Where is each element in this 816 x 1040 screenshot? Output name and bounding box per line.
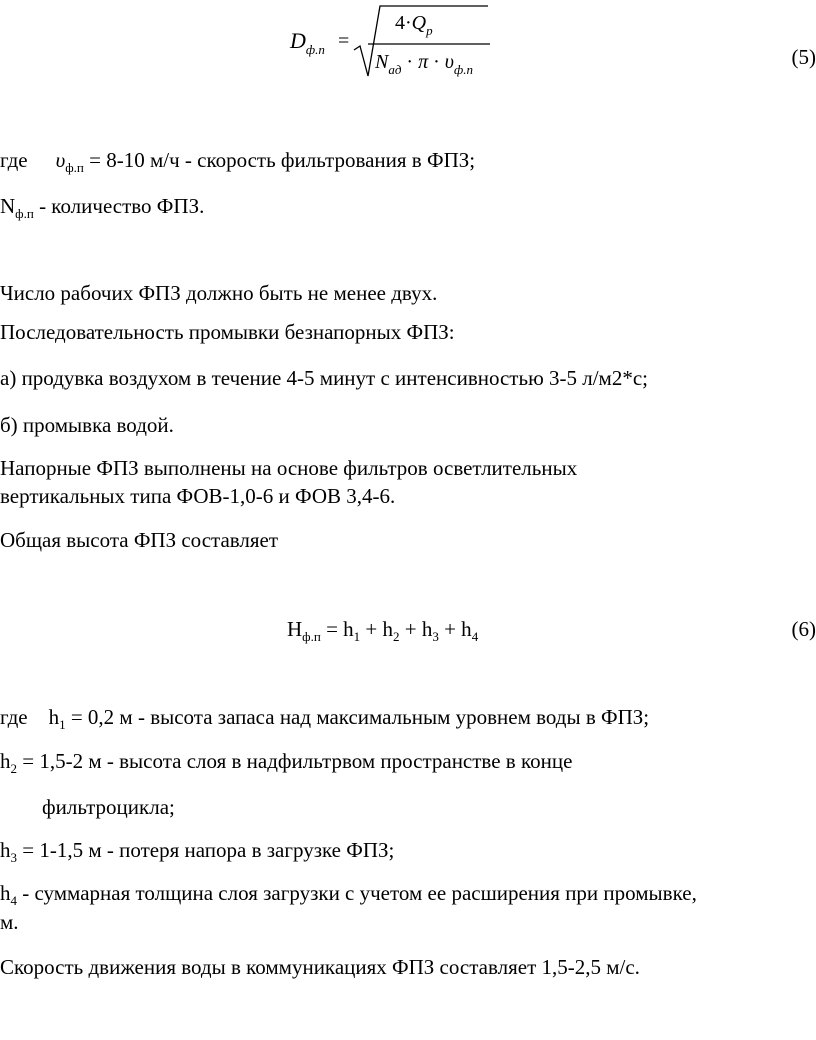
paragraph-pressure-filters-1: Напорные ФПЗ выполнены на основе фильтров осветлительных bbox=[0, 456, 578, 480]
formula-5-numerator: $4\cdot Q_р$ bbox=[395, 12, 433, 38]
definition-h4-continued: м. bbox=[0, 910, 19, 934]
equation-number-5: (5) bbox=[791, 45, 816, 69]
list-item-air-purge: а) продувка воздухом в течение 4-5 минут с интенсивностью 3-5 л/м2*с; bbox=[0, 366, 649, 390]
definition-h4: $h_4$ - суммарная толщина слоя загрузки с учетом ее расширения при промывке, bbox=[0, 881, 697, 908]
definition-count: $N_{ф.п}$ - количество ФПЗ. bbox=[0, 194, 205, 221]
paragraph-total-height: Общая высота ФПЗ составляет bbox=[0, 528, 279, 552]
definition-h1: где $h_1 = 0,2$ м - высота запаса над максимальным уровнем воды в ФПЗ; bbox=[0, 705, 650, 732]
definition-h2: $h_2 = 1,5-2$ м - высота слоя в надфильтрвом пространстве в конце bbox=[0, 749, 573, 776]
formula-5-equals: = bbox=[338, 30, 350, 52]
definition-h2-continued: фильтроцикла; bbox=[42, 795, 175, 819]
paragraph-pressure-filters-2: вертикальных типа ФОВ-1,0-6 и ФОВ 3,4-6. bbox=[0, 484, 396, 508]
list-item-water-wash: б) промывка водой. bbox=[0, 413, 174, 437]
equation-number-6: (6) bbox=[791, 617, 816, 641]
paragraph-wash-sequence: Последовательность промывки безнапорных ФПЗ: bbox=[0, 320, 455, 344]
paragraph-min-working: Число рабочих ФПЗ должно быть не менее двух. bbox=[0, 281, 438, 305]
paragraph-pipe-velocity: Скорость движения воды в коммуникациях ФПЗ составляет 1,5-2,5 м/с. bbox=[0, 955, 640, 979]
formula-5-denominator: $N_{ад} \cdot \pi \cdot \upsilon_{ф.п}$ bbox=[375, 51, 473, 77]
formula-5-lhs: $D_{ф.п}$ bbox=[290, 28, 325, 57]
definition-h3: $h_3 = 1-1,5$ м - потеря напора в загрузке ФПЗ; bbox=[0, 838, 395, 865]
formula-6: $Н_{ф.п} = h_1 + h_2 + h_3 + h_4$ bbox=[287, 617, 479, 644]
definition-velocity: где $\upsilon_{ф.п} = 8-10$ м/ч - скорость фильтрования в ФПЗ; bbox=[0, 148, 476, 175]
